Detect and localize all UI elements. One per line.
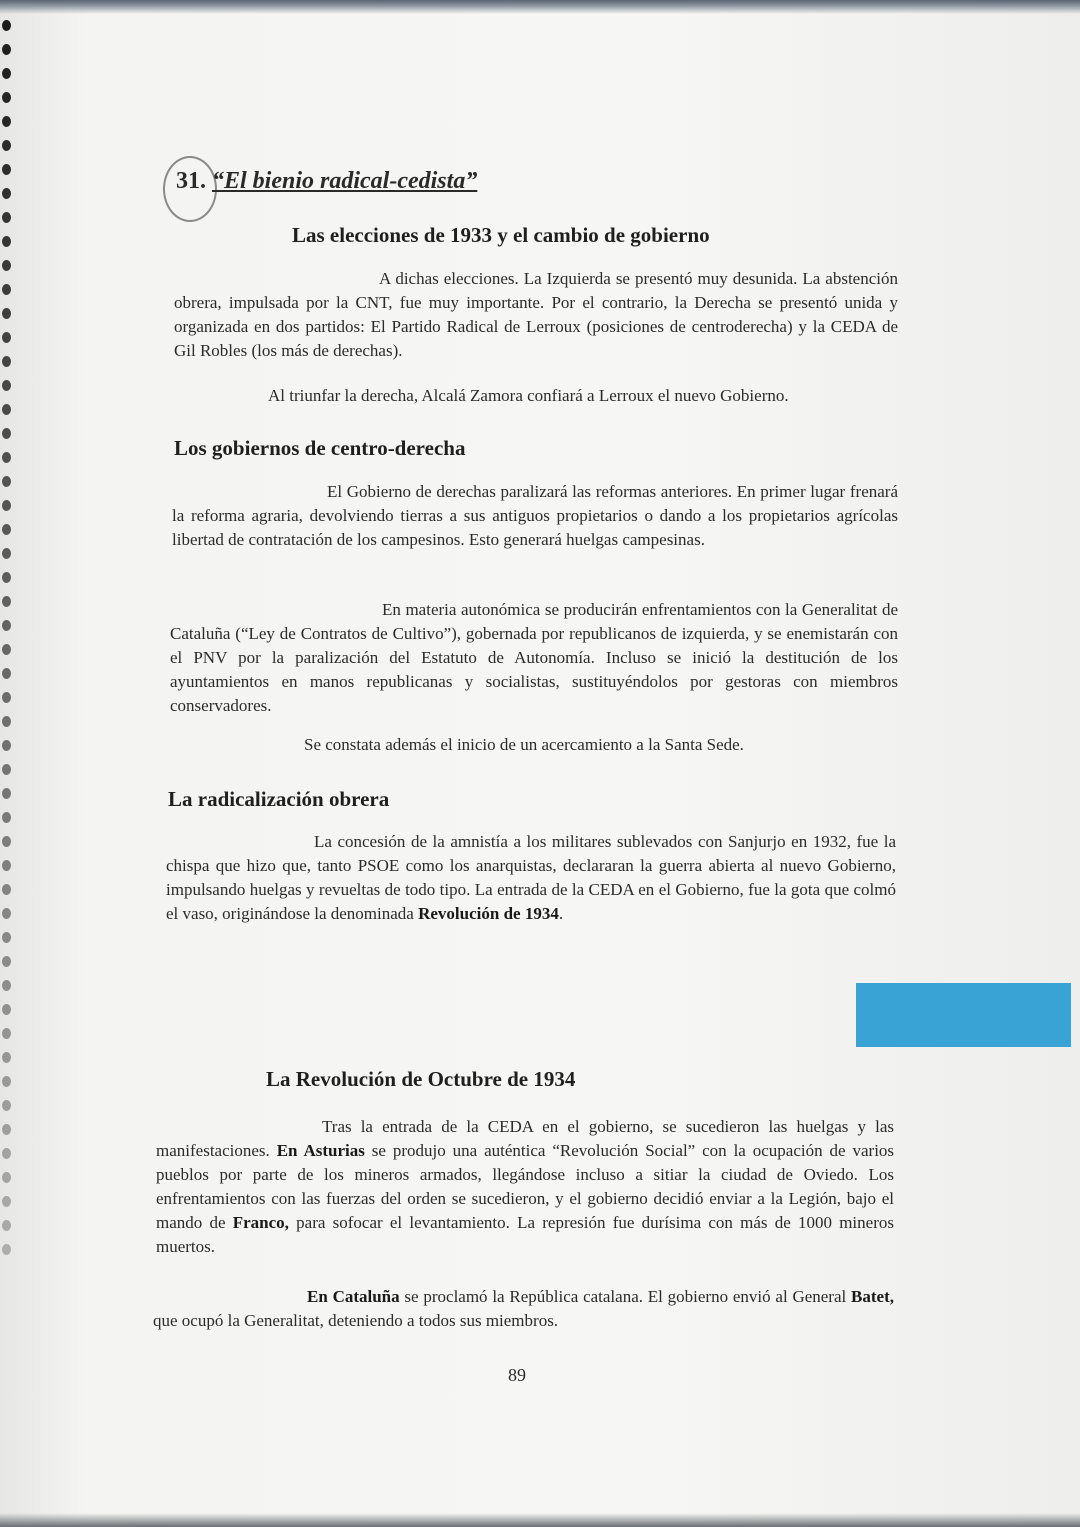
bold-franco: Franco, <box>232 1213 289 1232</box>
chapter-title: “El bienio radical-cedista” <box>212 168 478 194</box>
paragraph-center-right-2: En materia autonómica se producirán enfrentamientos con la Generalitat de Cataluña (“Ley de Contratos de Cultivo”), gobernada por republicanos de izquierda, y se enemistarán con el PNV por la paralización del Estatuto de Autonomía. Incluso se inició la destitución de los ayuntamientos en manos republicanas y socialistas, sustituyéndolos por gestoras con miembros conservadores. <box>170 600 898 715</box>
section-heading-radicalization: La radicalización obrera <box>168 787 390 811</box>
bold-batet: Batet, <box>851 1287 894 1306</box>
bold-revolucion-1934: Revolución de 1934 <box>418 904 559 923</box>
paragraph-elections-2: Al triunfar la derecha, Alcalá Zamora confiará a Lerroux el nuevo Gobierno. <box>268 386 789 405</box>
page-number: 89 <box>508 1365 526 1385</box>
paragraph-october-revolution-2: En Cataluña se proclamó la República catalana. El gobierno envió al General Batet, que ocupó la Generalitat, deteniendo a todos sus miembros. <box>153 1287 894 1330</box>
bold-en-cataluna: En Cataluña <box>307 1287 400 1306</box>
paragraph-elections-1: A dichas elecciones. La Izquierda se presentó muy desunida. La abstención obrera, impulsada por la CNT, fue muy importante. Por el contrario, la Derecha se presentó unida y organizada en dos partidos: El Partido Radical de Lerroux (posiciones de centroderecha) y la CEDA de Gil Robles (los más de derechas). <box>174 269 898 360</box>
paragraph-center-right-3: Se constata además el inicio de un acercamiento a la Santa Sede. <box>304 735 744 754</box>
paragraph-radicalization: La concesión de la amnistía a los militares sublevados con Sanjurjo en 1932, fue la chispa que hizo que, tanto PSOE como los anarquistas, declararan la guerra abierta al nuevo Gobierno, impulsando huelgas y revueltas de todo tipo. La entrada de la CEDA en el Gobierno, fue la gota que colmó el vaso, originándose la denominada Revolución de 1934. <box>166 832 896 923</box>
bold-en-asturias: En Asturias <box>276 1141 365 1160</box>
section-heading-october-revolution: La Revolución de Octubre de 1934 <box>266 1067 576 1091</box>
paragraph-center-right-1: El Gobierno de derechas paralizará las reformas anteriores. En primer lugar frenará la reforma agraria, devolviendo tierras a sus antiguos propietarios o dando a los propietarios agrícolas libertad de contratación de los campesinos. Esto generará huelgas campesinas. <box>172 482 898 549</box>
chapter-number: 31. <box>176 168 206 194</box>
paragraph-october-revolution-1: Tras la entrada de la CEDA en el gobierno, se sucedieron las huelgas y las manifestaciones. En Asturias se produjo una auténtica “Revolución Social” con la ocupación de varios pueblos por parte de los mineros armados, llegándose incluso a sitiar la ciudad de Oviedo. Los enfrentamientos con las fuerzas del orden se sucedieron, y el gobierno decidió enviar a la Legión, bajo el mando de Franco, para sofocar el levantamiento. La represión fue durísima con más de 1000 mineros muertos. <box>156 1117 895 1256</box>
section-heading-center-right: Los gobiernos de centro-derecha <box>174 436 466 460</box>
section-heading-elections: Las elecciones de 1933 y el cambio de gobierno <box>292 223 710 247</box>
chapter-heading <box>176 168 477 195</box>
